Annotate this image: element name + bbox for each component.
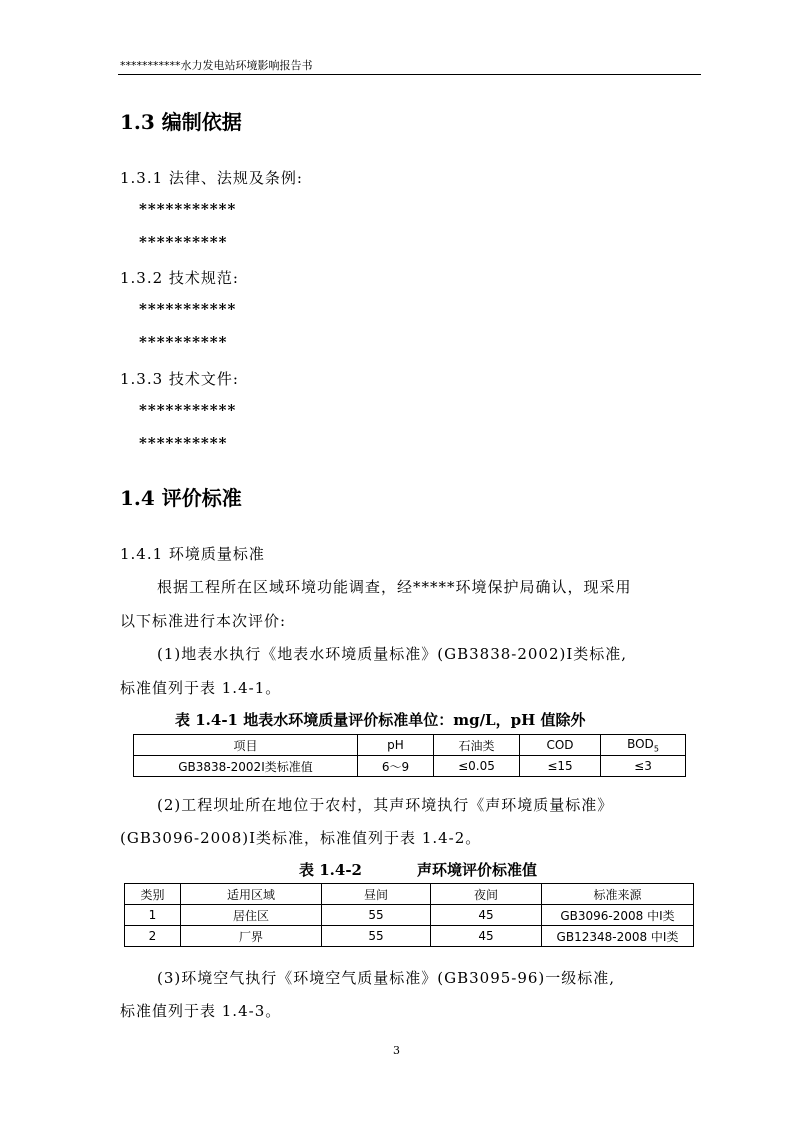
table-cell: 1	[125, 905, 181, 926]
paragraph-line: (1)地表水执行《地表水环境质量标准》(GB3838-2002)Ⅰ类标准,	[157, 645, 628, 663]
table-header-row	[134, 735, 686, 756]
list-item: ***********	[139, 200, 237, 218]
subsection-1-3-3: 1.3.3 技术文件:	[120, 370, 239, 388]
page-number: 3	[393, 1044, 400, 1057]
table-header-cell: 类别	[125, 884, 181, 905]
table-cell: GB3838-2002Ⅰ类标准值	[134, 756, 358, 777]
table-cell: ≤0.05	[434, 756, 520, 777]
section-1-4-title: 1.4 评价标准	[120, 486, 242, 510]
paragraph-line: 标准值列于表 1.4-3。	[120, 1002, 282, 1020]
table-cell: GB12348-2008 中Ⅰ类	[542, 926, 694, 947]
table-cell: ≤15	[520, 756, 601, 777]
running-header: ***********水力发电站环境影响报告书	[120, 59, 313, 72]
paragraph-line: (3)环境空气执行《环境空气质量标准》(GB3095-96)一级标准,	[157, 969, 616, 987]
table-1-caption: 表 1.4-1 地表水环境质量评价标准单位：mg/L，pH 值除外	[175, 711, 586, 729]
table-header-cell: 昼间	[322, 884, 431, 905]
subsection-1-4-1: 1.4.1 环境质量标准	[120, 545, 265, 563]
table-2-caption-number: 表 1.4-2	[299, 861, 362, 879]
list-item: **********	[139, 333, 228, 351]
table-cell: 厂界	[181, 926, 322, 947]
table-cell: 45	[431, 905, 542, 926]
table-header-cell: COD	[520, 735, 601, 756]
table-row	[125, 926, 694, 947]
table-header-row	[125, 884, 694, 905]
bod-label: BOD	[627, 736, 654, 751]
paragraph-line: 标准值列于表 1.4-1。	[120, 679, 282, 697]
list-item: ***********	[139, 300, 237, 318]
subsection-1-3-2: 1.3.2 技术规范:	[120, 269, 239, 287]
subsection-1-3-1: 1.3.1 法律、法规及条例:	[120, 169, 303, 187]
list-item: **********	[139, 434, 228, 452]
table-header-cell: 标准来源	[542, 884, 694, 905]
table-header-cell: 石油类	[434, 735, 520, 756]
table-header-cell: 适用区域	[181, 884, 322, 905]
table-cell: ≤3	[601, 756, 686, 777]
table-cell: 55	[322, 905, 431, 926]
paragraph-line: (2)工程坝址所在地位于农村，其声环境执行《声环境质量标准》	[157, 796, 614, 814]
table-header-cell: 项目	[134, 735, 358, 756]
table-cell: 2	[125, 926, 181, 947]
table-header-cell	[601, 735, 686, 756]
list-item: **********	[139, 233, 228, 251]
section-1-3-title: 1.3 编制依据	[120, 110, 242, 134]
header-rule	[118, 74, 701, 75]
table-cell: 45	[431, 926, 542, 947]
table-2-caption-title: 声环境评价标准值	[417, 861, 538, 879]
table-header-cell: 夜间	[431, 884, 542, 905]
table-cell: GB3096-2008 中Ⅰ类	[542, 905, 694, 926]
table-header-cell: pH	[358, 735, 434, 756]
paragraph-line: 以下标准进行本次评价:	[120, 612, 287, 630]
table-2	[124, 883, 694, 947]
paragraph-line: 根据工程所在区域环境功能调查，经*****环境保护局确认，现采用	[157, 578, 632, 596]
table-cell: 55	[322, 926, 431, 947]
table-cell: 居住区	[181, 905, 322, 926]
table-row	[134, 756, 686, 777]
paragraph-line: (GB3096-2008)Ⅰ类标准，标准值列于表 1.4-2。	[120, 829, 482, 847]
list-item: ***********	[139, 401, 237, 419]
bod-subscript: 5	[653, 744, 659, 754]
table-cell: 6～9	[358, 756, 434, 777]
table-row	[125, 905, 694, 926]
table-1	[133, 734, 686, 777]
